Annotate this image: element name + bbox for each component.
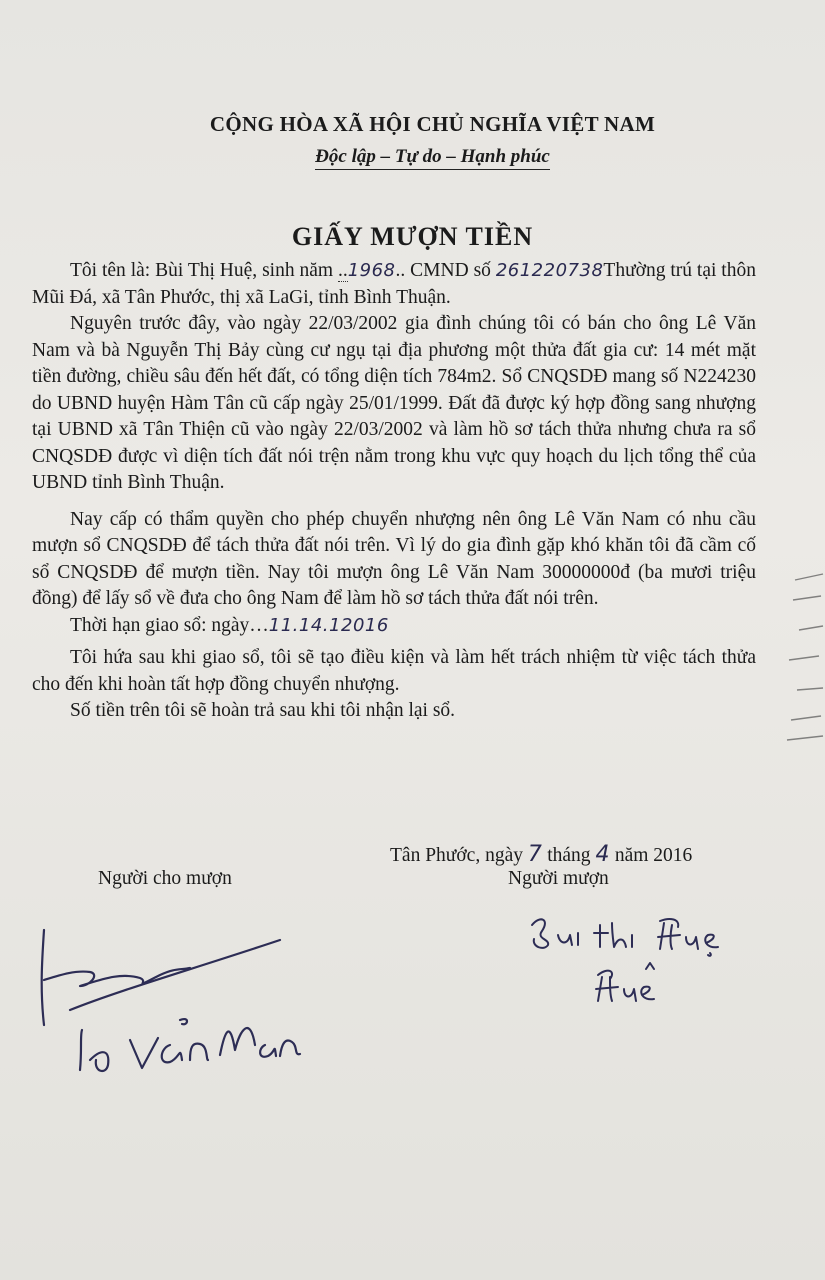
paragraph-request: Nay cấp có thẩm quyền cho phép chuyển nhượng nên ông Lê Văn Nam có nhu cầu mượn sổ CNQSDĐ để tách thửa đất nói trên. Vì lý do gia đình gặp khó khăn tôi đã cầm cố sổ CNQSDĐ để mượn tiền. Nay tôi mượn ông Lê Văn Nam 30000000đ (ba mươi triệu đồng) để lấy sổ về đưa cho ông Nam để làm hồ sơ tách thửa đất nói trên. xyxy=(32,508,756,609)
date-prefix: Tân Phước, ngày xyxy=(390,845,528,866)
document-body xyxy=(32,258,756,725)
id-number-handwritten: 261220738 xyxy=(495,260,604,281)
motto-container xyxy=(20,146,825,170)
paragraph-repayment: Số tiền trên tôi sẽ hoàn trả sau khi tôi nhận lại sổ. xyxy=(70,700,456,721)
nation-header: CỘNG HÒA XÃ HỘI CHỦ NGHĨA VIỆT NAM xyxy=(209,112,656,136)
paragraph-deadline: Thời hạn giao sổ: ngày…11.14.12016 xyxy=(70,614,389,636)
lender-signature xyxy=(30,920,310,1100)
birth-year-handwritten: 1968 xyxy=(347,260,396,281)
month-handwritten: 4 xyxy=(595,842,610,867)
day-handwritten: 7 xyxy=(527,842,543,867)
deadline-label: Thời hạn giao sổ: ngày xyxy=(70,614,250,636)
borrower-signature xyxy=(520,905,760,1015)
identity-text-3: Thường trú tại thôn Mũi Đá, xã Tân Phước, thị xã LaGi, tỉnh Bình Thuận. xyxy=(32,260,756,308)
document-title: GIẤY MƯỢN TIỀN xyxy=(291,222,534,251)
paragraph-identity: Tôi tên là: Bùi Thị Huệ, sinh năm ..1968.. CMND số 261220738Thường trú tại thôn Mũi Đá, xã Tân Phước, thị xã LaGi, tỉnh Bình Thuận. xyxy=(32,260,756,308)
identity-text-2: CMND số xyxy=(405,260,496,281)
date-suffix: năm 2016 xyxy=(609,845,693,866)
scan-edge-marks xyxy=(785,570,825,750)
motto: Độc lập – Tự do – Hạnh phúc xyxy=(315,146,550,170)
deadline-date-handwritten: 11.14.12016 xyxy=(268,614,389,636)
borrower-label: Người mượn xyxy=(508,868,609,889)
place-date-line xyxy=(390,842,692,867)
date-mid: tháng xyxy=(542,845,596,866)
lender-label: Người cho mượn xyxy=(98,868,232,889)
paragraph-background: Nguyên trước đây, vào ngày 22/03/2002 gia đình chúng tôi có bán cho ông Lê Văn Nam và bà Nguyễn Thị Bảy cùng cư ngụ tại địa phương một thửa đất gia cư: 14 mét mặt tiền đường, chiều sâu đến hết đất, có tổng diện tích 784m2. Sổ CNQSDĐ mang số N224230 do UBND huyện Hàm Tân cũ cấp ngày 25/01/1999. Đất đã được ký hợp đồng sang nhượng tại UBND xã Tân Thiện cũ vào ngày 22/03/2002 và làm hồ sơ tách thửa nhưng chưa ra sổ CNQSDĐ được vì diện tích đất nói trện nằm trong khu vực quy hoạch du lịch tổng thể của UBND tỉnh Bình Thuận. xyxy=(32,313,756,493)
identity-text-1: Tôi tên là: Bùi Thị Huệ, sinh năm xyxy=(70,260,338,281)
paragraph-promise: Tôi hứa sau khi giao sổ, tôi sẽ tạo điều kiện và làm hết trách nhiệm từ việc tách thửa cho đến khi hoàn tất hợp đồng chuyển nhượng. xyxy=(32,647,756,695)
